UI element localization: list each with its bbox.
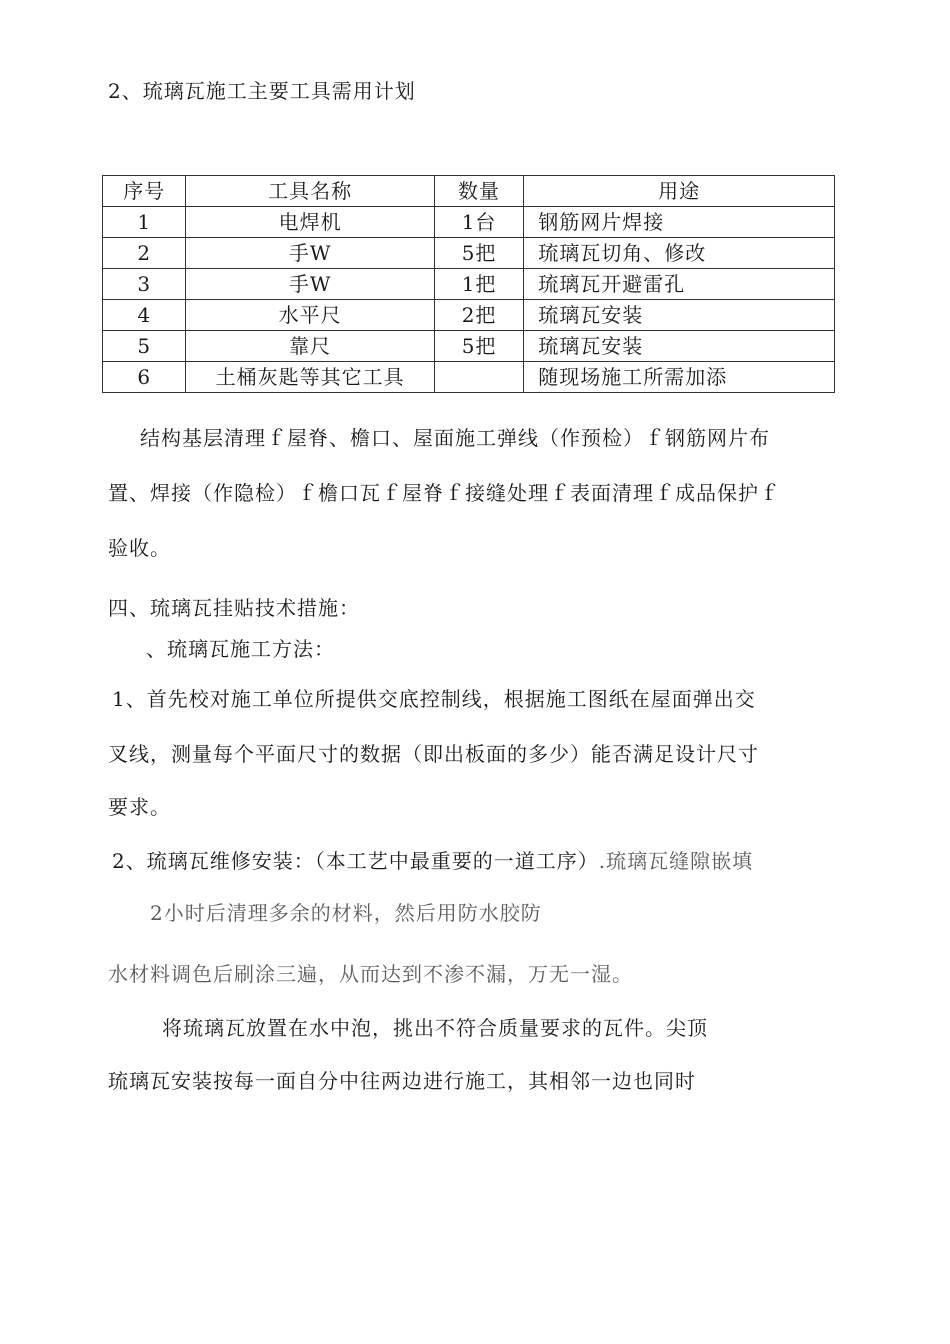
- header-cell: 工具名称: [186, 176, 434, 207]
- table-cell: 琉璃瓦安装: [524, 331, 835, 362]
- table-cell: 琉璃瓦安装: [524, 300, 835, 331]
- header-cell: 用途: [524, 176, 835, 207]
- tools-table: [102, 175, 835, 393]
- table-cell: 2: [103, 238, 186, 269]
- step3-line-2: 琉璃瓦安装按每一面自分中往两边进行施工，其相邻一边也同时: [108, 1069, 696, 1093]
- table-row: [103, 207, 835, 238]
- table-cell: 琉璃瓦开避雷孔: [524, 269, 835, 300]
- table-cell: 3: [103, 269, 186, 300]
- table-cell: 5: [103, 331, 186, 362]
- table-cell: 4: [103, 300, 186, 331]
- step1-line-2: 叉线，测量每个平面尺寸的数据（即出板面的多少）能否满足设计尺寸: [108, 742, 759, 766]
- step1-line-3: 要求。: [108, 795, 171, 819]
- header-cell: 数量: [434, 176, 523, 207]
- table-cell: 6: [103, 362, 186, 393]
- table-cell: 钢筋网片焊接: [524, 207, 835, 238]
- step2-line-2: 2小时后清理多余的材料，然后用防水胶防: [150, 901, 542, 925]
- step2-line-3: 水材料调色后刷涂三遍，从而达到不渗不漏，万无一湿。: [108, 962, 633, 986]
- process-line-3: 验收。: [108, 536, 171, 560]
- section4-subtitle: 、琉璃瓦施工方法：: [146, 637, 335, 661]
- table-cell: 水平尺: [186, 300, 434, 331]
- table-cell: 2把: [434, 300, 523, 331]
- table-cell: 手W: [186, 269, 434, 300]
- step3-line-1: 将琉璃瓦放置在水中泡，挑出不符合质量要求的瓦件。尖顶: [162, 1016, 708, 1040]
- process-line-1: 结构基层清理ｆ屋脊、檐口、屋面施工弹线（作预检）ｆ钢筋网片布: [140, 426, 770, 450]
- section-heading: 2、琉璃瓦施工主要工具需用计划: [108, 79, 416, 103]
- table-row: [103, 238, 835, 269]
- table-cell: 随现场施工所需加添: [524, 362, 835, 393]
- step2-line-1: [112, 847, 753, 875]
- table-cell: 5把: [434, 238, 523, 269]
- section4-title: 四、琉璃瓦挂贴技术措施：: [108, 596, 360, 620]
- table-cell: 5把: [434, 331, 523, 362]
- table-cell: [434, 362, 523, 393]
- table-cell: 电焊机: [186, 207, 434, 238]
- table-cell: 琉璃瓦切角、修改: [524, 238, 835, 269]
- table-cell: 1台: [434, 207, 523, 238]
- table-cell: 土桶灰匙等其它工具: [186, 362, 434, 393]
- table-row: [103, 269, 835, 300]
- table-cell: 靠尺: [186, 331, 434, 362]
- header-cell: 序号: [103, 176, 186, 207]
- table-row: [103, 300, 835, 331]
- table-row: [103, 331, 835, 362]
- step1-line-1: 1、首先校对施工单位所提供交底控制线，根据施工图纸在屋面弹出交: [112, 687, 756, 711]
- process-line-2: 置、焊接（作隐检）ｆ檐口瓦ｆ屋脊ｆ接缝处理ｆ表面清理ｆ成品保护ｆ: [108, 481, 780, 505]
- table-cell: 1: [103, 207, 186, 238]
- table-row: [103, 362, 835, 393]
- table-cell: 1把: [434, 269, 523, 300]
- step2-line-1-main: 2、琉璃瓦维修安装：（本工艺中最重要的一道工序）: [112, 849, 599, 873]
- table-cell: 手W: [186, 238, 434, 269]
- step2-line-1-gray: .琉璃瓦缝隙嵌填: [598, 849, 754, 873]
- table-header-row: [103, 176, 835, 207]
